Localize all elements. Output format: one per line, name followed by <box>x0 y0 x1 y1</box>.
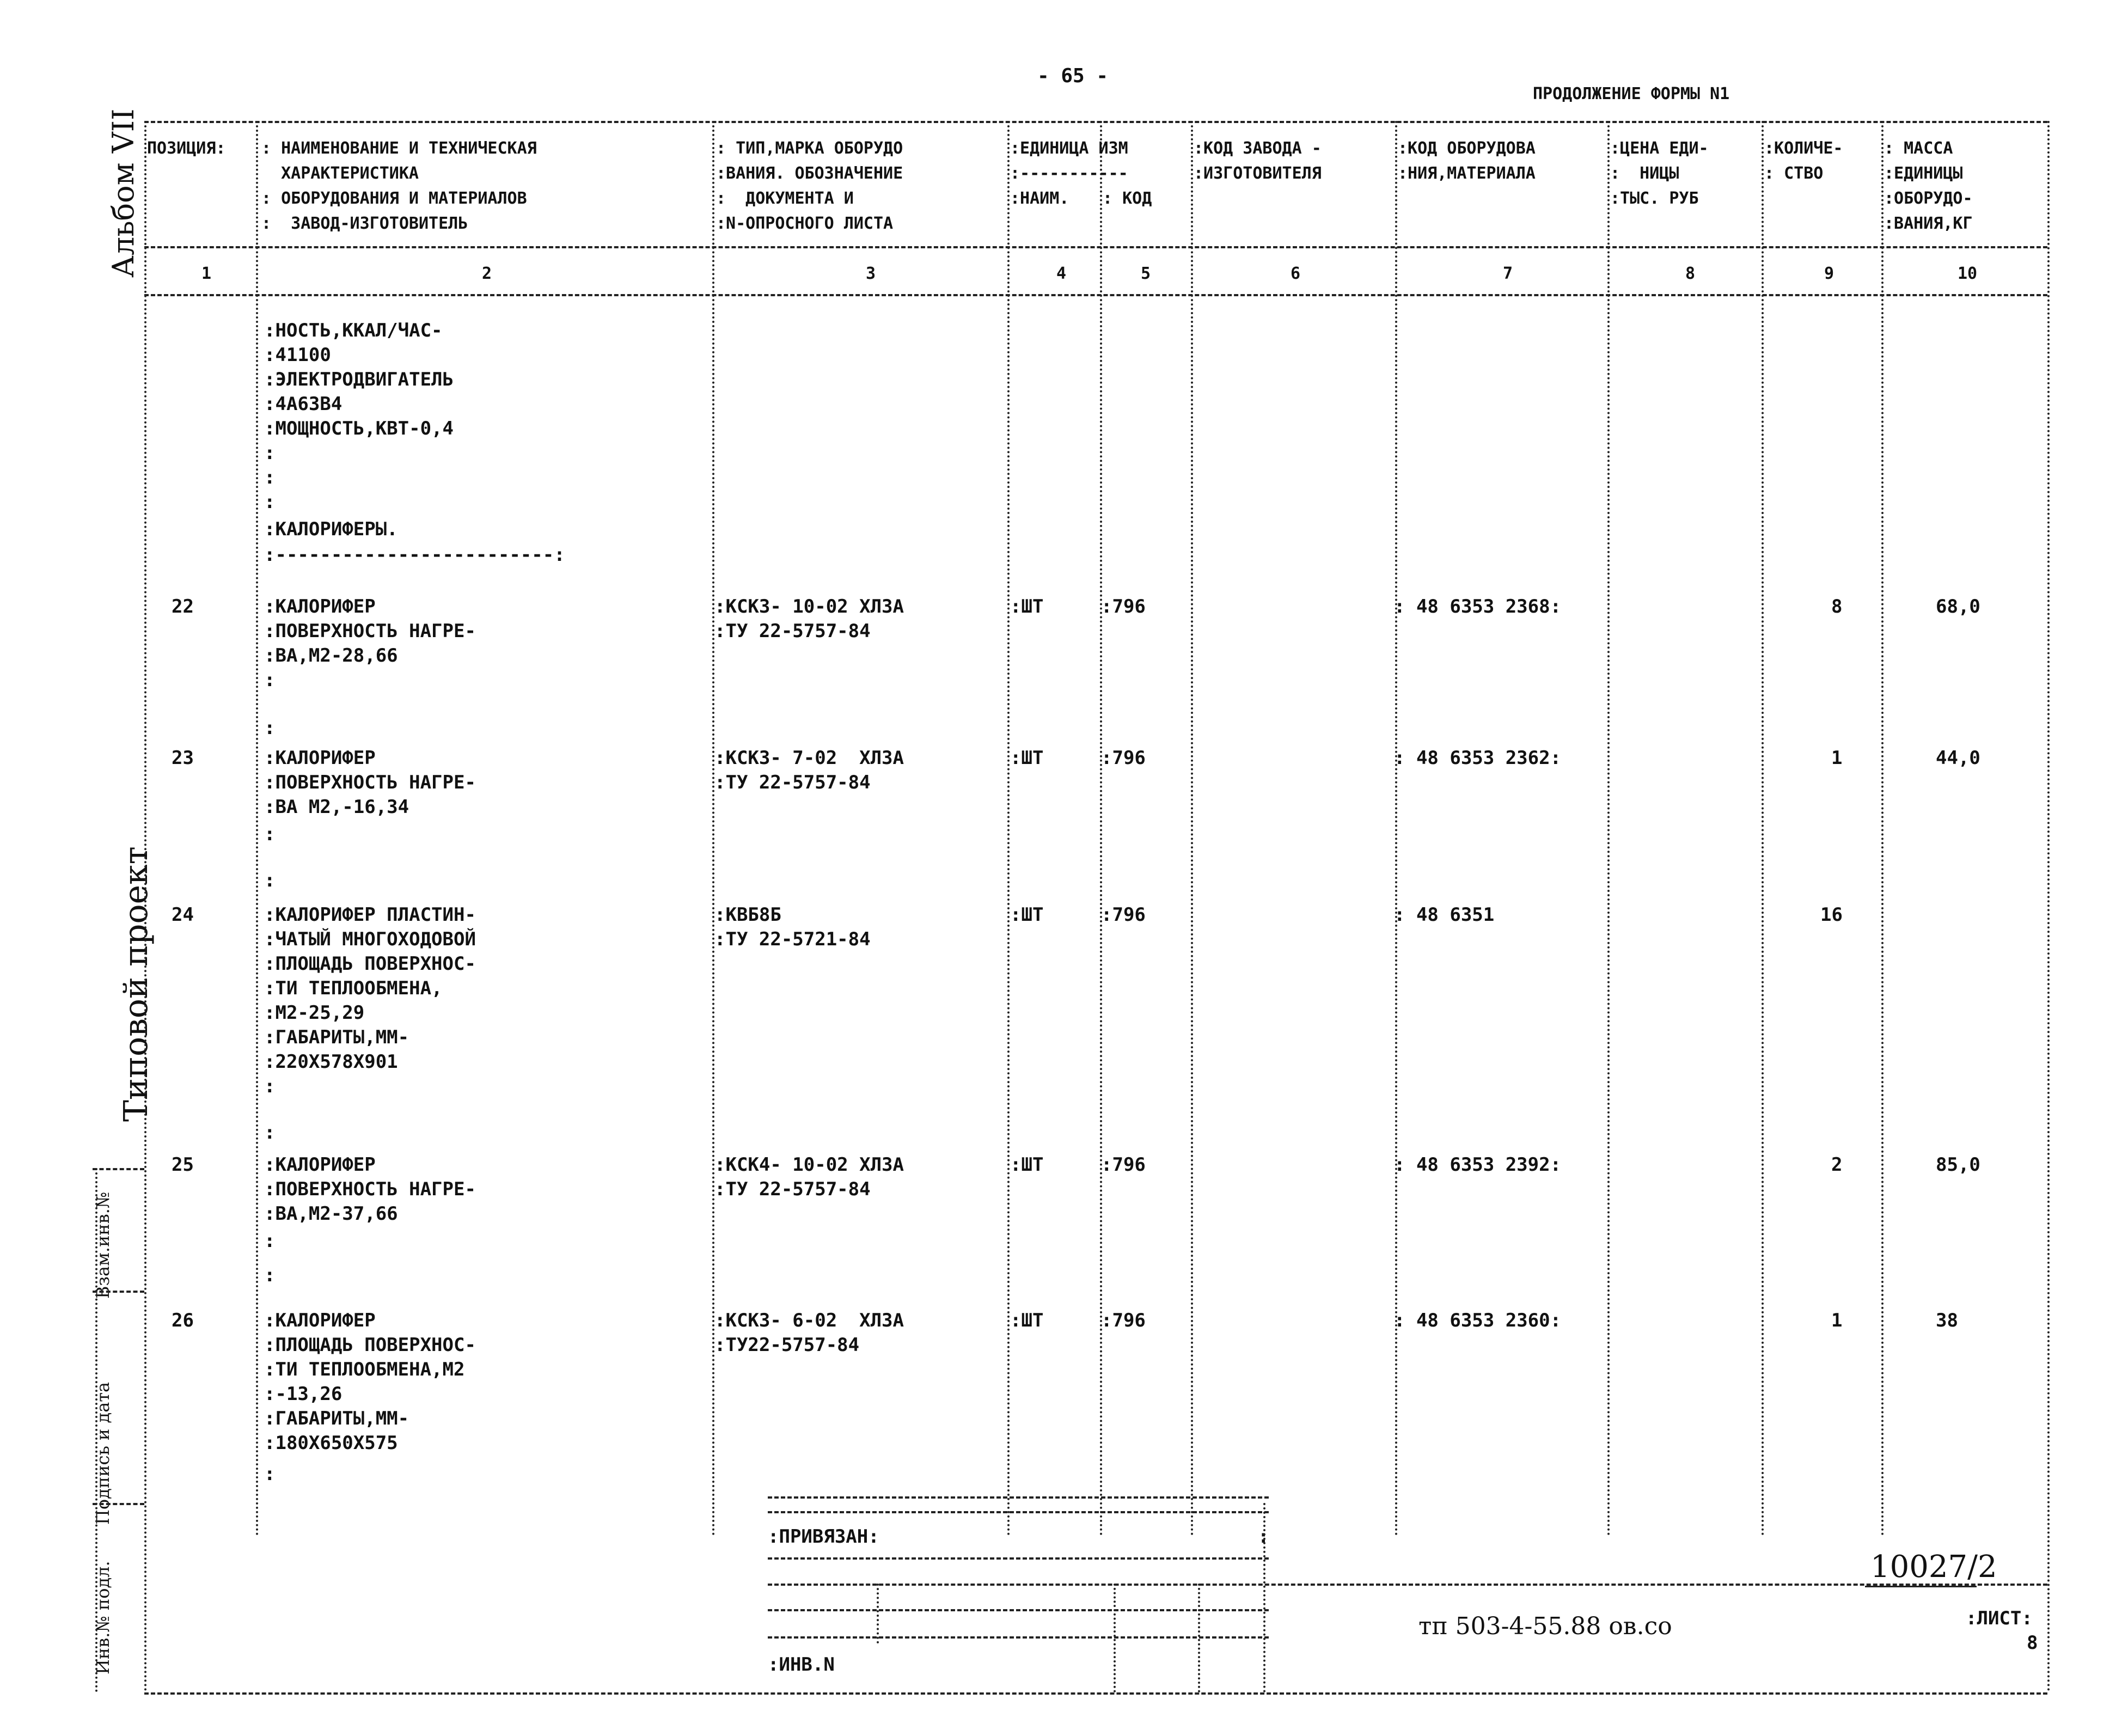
col8-header-l2: : НИЦЫ <box>1610 164 1679 183</box>
inv-podl-label: Инв.№ подл. <box>93 1561 113 1674</box>
column-separator <box>1881 121 1883 1537</box>
material-code-cell: : 48 6353 2360: <box>1394 1310 1562 1331</box>
mass-cell: 44,0 <box>1936 747 1980 769</box>
code-cell: :796 <box>1101 596 1146 618</box>
col-num: 10 <box>1958 264 1978 283</box>
vzam-inv-label: Взам.инв.№ <box>93 1191 113 1299</box>
name-line: : <box>264 1463 276 1485</box>
position-cell: 24 <box>172 904 194 926</box>
position-cell: 22 <box>172 596 194 618</box>
intro-line: :МОЩНОСТЬ,КВТ-0,4 <box>264 418 454 439</box>
col-num: 1 <box>201 264 212 283</box>
code-cell: :796 <box>1101 1310 1146 1331</box>
type-line: :КВБ8Б <box>714 904 781 926</box>
name-line: :ПОВЕРХНОСТЬ НАГРЕ- <box>264 772 476 793</box>
quantity-cell: 1 <box>1831 747 1843 769</box>
side-margin-inner-border <box>95 1168 97 1692</box>
col10-header-l2: :ЕДИНИЦЫ <box>1884 164 1963 183</box>
name-line: :-13,26 <box>264 1383 343 1405</box>
name-line: :ГАБАРИТЫ,ММ- <box>264 1408 409 1429</box>
code-cell: :796 <box>1101 1154 1146 1176</box>
name-line: :ВА М2,-16,34 <box>264 796 409 818</box>
position-cell: 23 <box>172 747 194 769</box>
type-line: :ТУ 22-5757-84 <box>714 772 871 793</box>
name-line: : <box>264 1230 276 1252</box>
stamp-colon: : <box>1258 1526 1269 1548</box>
col10-header-l3: :ОБОРУДО- <box>1884 189 1973 208</box>
type-line: :КСК3- 6-02 ХЛ3А <box>714 1310 904 1331</box>
col6-header-l2: :ИЗГОТОВИТЕЛЯ <box>1194 164 1322 183</box>
intro-line: : <box>264 467 276 488</box>
privyazan-label: :ПРИВЯЗАН: <box>768 1526 879 1548</box>
name-line: : <box>264 669 276 691</box>
intro-line: :4А63В4 <box>264 393 343 415</box>
stamp-line <box>768 1636 1269 1639</box>
col10-header-l1: : МАССА <box>1884 139 1953 158</box>
name-line: :КАЛОРИФЕР <box>264 1310 376 1331</box>
col3-header-l2: :ВАНИЯ. ОБОЗНАЧЕНИЕ <box>716 164 903 183</box>
quantity-cell: 1 <box>1831 1310 1843 1331</box>
col7-header-l2: :НИЯ,МАТЕРИАЛА <box>1398 164 1536 183</box>
quantity-cell: 2 <box>1831 1154 1843 1176</box>
name-line: :ТИ ТЕПЛООБМЕНА,М2 <box>264 1359 465 1380</box>
quantity-cell: 16 <box>1820 904 1843 926</box>
col-num: 2 <box>482 264 492 283</box>
col9-header-l1: :КОЛИЧЕ- <box>1764 139 1843 158</box>
type-line: :ТУ22-5757-84 <box>714 1334 860 1356</box>
type-line: :ТУ 22-5721-84 <box>714 928 871 950</box>
intro-line: : <box>264 442 276 464</box>
handwritten-doc-number: 10027/2 <box>1870 1549 1997 1585</box>
col2-header-l1: : НАИМЕНОВАНИЕ И ТЕХНИЧЕСКАЯ <box>261 139 537 158</box>
material-code-cell: : 48 6353 2362: <box>1394 747 1562 769</box>
sheet-label: :ЛИСТ: <box>1966 1607 2033 1629</box>
col7-header-l1: :КОД ОБОРУДОВА <box>1398 139 1536 158</box>
col-num: 3 <box>866 264 876 283</box>
section-title: :КАЛОРИФЕРЫ. <box>264 518 398 540</box>
name-line: :ПОВЕРХНОСТЬ НАГРЕ- <box>264 1178 476 1200</box>
stamp-line <box>768 1496 1269 1499</box>
type-line: :ТУ 22-5757-84 <box>714 620 871 642</box>
stamp-divider <box>1198 1584 1200 1692</box>
col1-header-l2: ПОЗИЦИЯ: <box>147 139 226 158</box>
col-num: 5 <box>1141 264 1151 283</box>
name-line: :ЧАТЫЙ МНОГОХОДОВОЙ <box>264 928 476 950</box>
column-separator <box>1762 121 1764 1537</box>
col2-header-l3: : ОБОРУДОВАНИЯ И МАТЕРИАЛОВ <box>261 189 527 208</box>
code-cell: :796 <box>1101 747 1146 769</box>
name-line: : <box>264 823 276 845</box>
page-number: - 65 - <box>1037 65 1109 87</box>
col2-header-l4: : ЗАВОД-ИЗГОТОВИТЕЛЬ <box>261 214 468 233</box>
side-separator <box>93 1503 144 1505</box>
name-line: : <box>264 1264 276 1286</box>
col-num: 9 <box>1824 264 1834 283</box>
stamp-divider <box>1263 1503 1265 1692</box>
name-line: : <box>264 717 276 739</box>
intro-line: :НОСТЬ,ККАЛ/ЧАС- <box>264 320 443 341</box>
material-code-cell: : 48 6353 2368: <box>1394 596 1562 618</box>
intro-line: : <box>264 491 276 513</box>
unit-cell: :ШТ <box>1010 747 1044 769</box>
name-line: :ВА,М2-37,66 <box>264 1203 398 1225</box>
project-label: Типовой проект <box>117 846 155 1122</box>
stamp-divider <box>1114 1584 1116 1692</box>
name-line: :ТИ ТЕПЛООБМЕНА, <box>264 977 443 999</box>
name-line: : <box>264 1122 276 1144</box>
type-line: :ТУ 22-5757-84 <box>714 1178 871 1200</box>
code-cell: :796 <box>1101 904 1146 926</box>
material-code-cell: : 48 6351 <box>1394 904 1495 926</box>
name-line: :КАЛОРИФЕР <box>264 596 376 618</box>
type-line: :КСК3- 10-02 ХЛ3А <box>714 596 904 618</box>
column-separator <box>1607 121 1610 1537</box>
name-line: : <box>264 870 276 891</box>
col3-header-l4: :N-ОПРОСНОГО ЛИСТА <box>716 214 894 233</box>
table-bottom-border <box>144 1692 2047 1695</box>
col4-header-l2: :----------- <box>1010 164 1128 183</box>
col4-header-l1: :ЕДИНИЦА ИЗМ <box>1010 139 1128 158</box>
side-separator <box>93 1291 144 1293</box>
handwritten-underline <box>1865 1586 1977 1587</box>
col3-header-l1: : ТИП,МАРКА ОБОРУДО <box>716 139 903 158</box>
intro-line: :41100 <box>264 344 331 366</box>
mass-cell: 38 <box>1936 1310 1958 1331</box>
col-num: 8 <box>1685 264 1696 283</box>
stamp-line <box>768 1609 1269 1611</box>
col2-header-l2: ХАРАКТЕРИСТИКА <box>261 164 419 183</box>
mass-cell: 85,0 <box>1936 1154 1980 1176</box>
stamp-divider <box>877 1584 879 1643</box>
album-label: Альбом VII <box>106 108 140 278</box>
name-line: :ВА,М2-28,66 <box>264 645 398 667</box>
type-line: :КСК3- 7-02 ХЛ3А <box>714 747 904 769</box>
column-separator <box>1007 121 1010 1537</box>
name-line: :ГАБАРИТЫ,ММ- <box>264 1026 409 1048</box>
name-line: :КАЛОРИФЕР <box>264 1154 376 1176</box>
side-separator <box>93 1168 144 1170</box>
col4-header-l3: :НАИМ. <box>1010 189 1069 208</box>
stamp-line <box>768 1584 2047 1586</box>
intro-line: :ЭЛЕКТРОДВИГАТЕЛЬ <box>264 369 454 390</box>
col9-header-l2: : СТВО <box>1764 164 1824 183</box>
material-code-cell: : 48 6353 2392: <box>1394 1154 1562 1176</box>
unit-cell: :ШТ <box>1010 904 1044 926</box>
section-underline: :-------------------------: <box>264 544 565 566</box>
podpis-data-label: Подпись и дата <box>93 1382 113 1525</box>
col10-header-l4: :ВАНИЯ,КГ <box>1884 214 1973 233</box>
name-line: :КАЛОРИФЕР <box>264 747 376 769</box>
name-line: :ПОВЕРХНОСТЬ НАГРЕ- <box>264 620 476 642</box>
col8-header-l3: :ТЫС. РУБ <box>1610 189 1699 208</box>
name-line: :М2-25,29 <box>264 1002 365 1024</box>
position-cell: 25 <box>172 1154 194 1176</box>
quantity-cell: 8 <box>1831 596 1843 618</box>
name-line: :180Х650Х575 <box>264 1432 398 1454</box>
col-num: 4 <box>1056 264 1067 283</box>
col-num: 7 <box>1503 264 1513 283</box>
mass-cell: 68,0 <box>1936 596 1980 618</box>
col3-header-l3: : ДОКУМЕНТА И <box>716 189 854 208</box>
side-margin-border <box>144 121 146 1692</box>
inv-n-label: :ИНВ.N <box>768 1654 835 1676</box>
table-right-border <box>2047 121 2050 1692</box>
name-line: :КАЛОРИФЕР ПЛАСТИН- <box>264 904 476 926</box>
unit-cell: :ШТ <box>1010 1154 1044 1176</box>
column-separator <box>1191 121 1193 1537</box>
name-line: : <box>264 1075 276 1097</box>
name-line: :220Х578Х901 <box>264 1051 398 1073</box>
col-num: 6 <box>1291 264 1301 283</box>
unit-cell: :ШТ <box>1010 1310 1044 1331</box>
continuation-label: ПРОДОЛЖЕНИЕ ФОРМЫ N1 <box>1533 84 1730 103</box>
column-separator <box>256 121 258 1537</box>
unit-cell: :ШТ <box>1010 596 1044 618</box>
col6-header-l1: :КОД ЗАВОДА - <box>1194 139 1322 158</box>
stamp-line <box>768 1511 1269 1513</box>
col5-header-l3: : КОД <box>1103 189 1152 208</box>
type-line: :КСК4- 10-02 ХЛ3А <box>714 1154 904 1176</box>
name-line: :ПЛОЩАДЬ ПОВЕРХНОС- <box>264 953 476 975</box>
stamp-line <box>768 1557 1269 1560</box>
sheet-number: 8 <box>2027 1632 2038 1654</box>
name-line: :ПЛОЩАДЬ ПОВЕРХНОС- <box>264 1334 476 1356</box>
col8-header-l1: :ЦЕНА ЕДИ- <box>1610 139 1709 158</box>
position-cell: 26 <box>172 1310 194 1331</box>
document-code: тп 503-4-55.88 ов.со <box>1418 1612 1672 1640</box>
